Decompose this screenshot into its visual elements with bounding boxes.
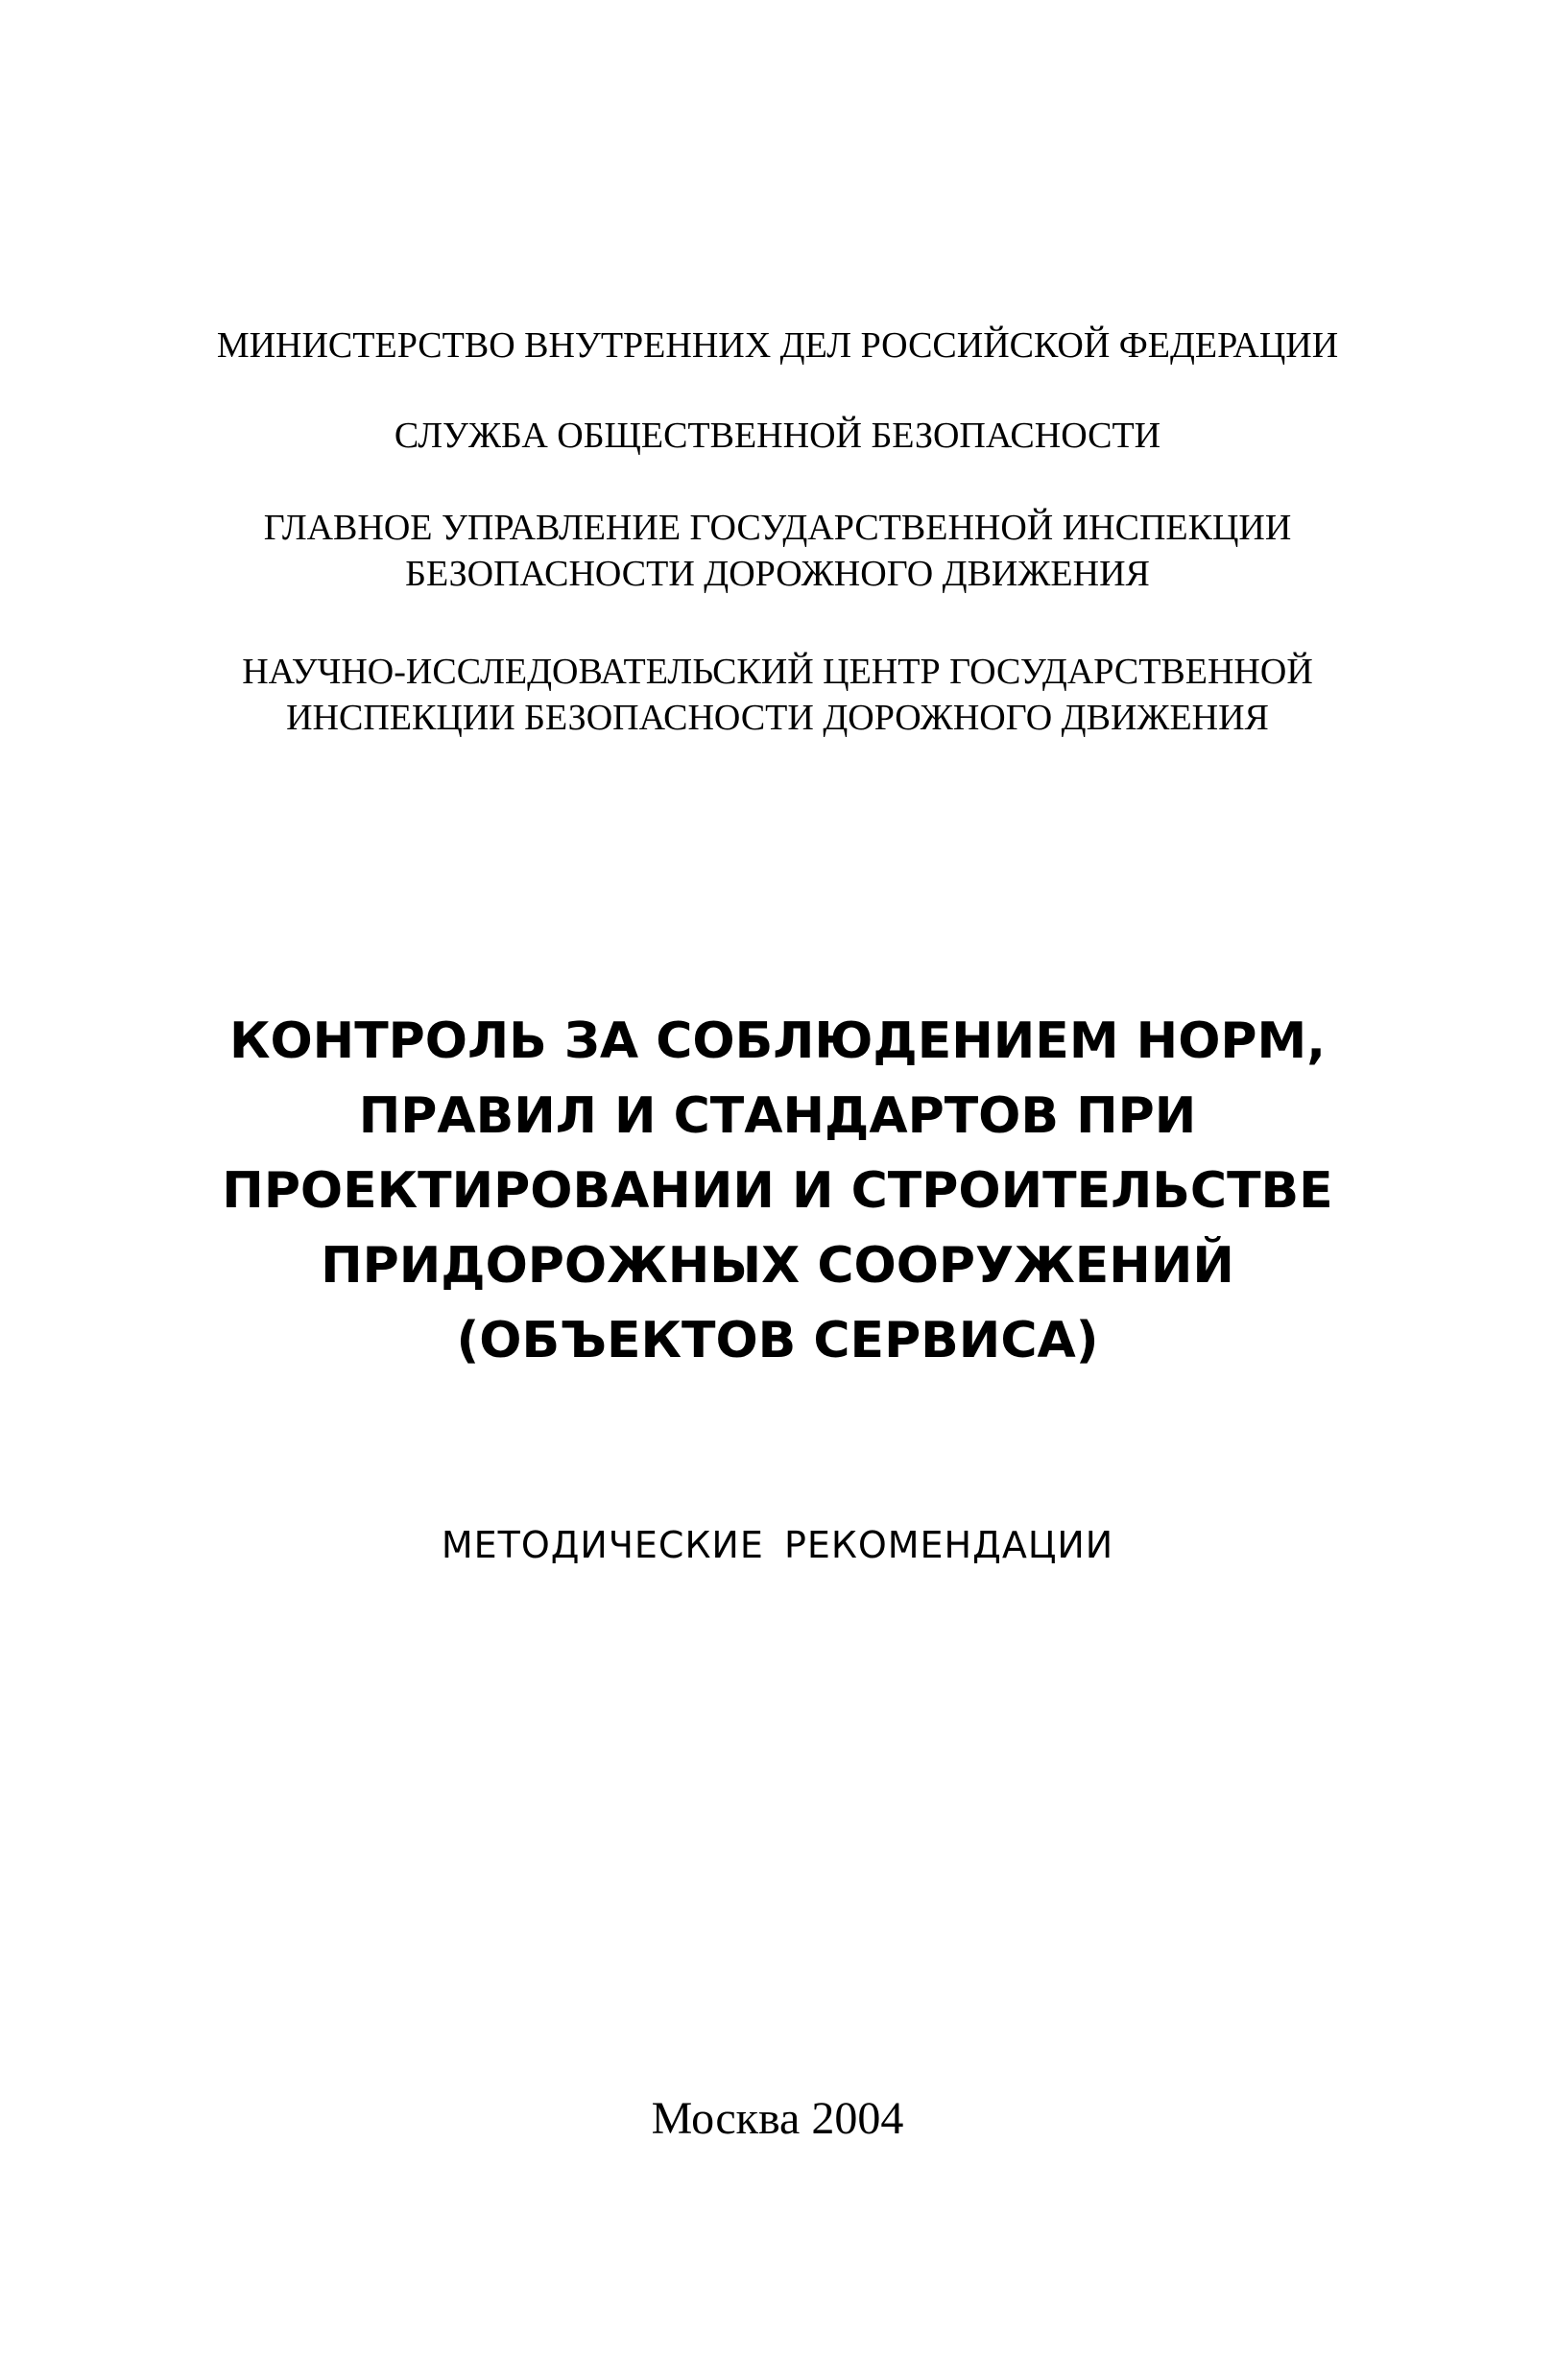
title-line-2: ПРАВИЛ И СТАНДАРТОВ ПРИ: [358, 1087, 1197, 1145]
document-title: [0, 1004, 1555, 1378]
imprint: [0, 2090, 1555, 2148]
ministry-name: [0, 322, 1555, 369]
ministry-line: МИНИСТЕРСТВО ВНУТРЕННИХ ДЕЛ РОССИЙСКОЙ ФЕДЕРАЦИИ: [216, 325, 1339, 366]
research-center-line-2: ИНСПЕКЦИИ БЕЗОПАСНОСТИ ДОРОЖНОГО ДВИЖЕНИЯ: [286, 698, 1269, 738]
subtitle-line: МЕТОДИЧЕСКИЕ РЕКОМЕНДАЦИИ: [441, 1524, 1114, 1566]
research-center-name: [0, 649, 1555, 741]
title-line-3: ПРОЕКТИРОВАНИИ И СТРОИТЕЛЬСТВЕ: [222, 1162, 1333, 1220]
service-line: СЛУЖБА ОБЩЕСТВЕННОЙ БЕЗОПАСНОСТИ: [394, 416, 1161, 456]
directorate-line-2: БЕЗОПАСНОСТИ ДОРОЖНОГО ДВИЖЕНИЯ: [405, 554, 1150, 594]
title-line-4: ПРИДОРОЖНЫХ СООРУЖЕНИЙ: [321, 1237, 1234, 1295]
imprint-line: Москва 2004: [651, 2093, 904, 2144]
directorate-line-1: ГЛАВНОЕ УПРАВЛЕНИЕ ГОСУДАРСТВЕННОЙ ИНСПЕКЦИИ: [263, 508, 1292, 548]
service-name: [0, 413, 1555, 459]
title-line-5: (ОБЪЕКТОВ СЕРВИСА): [456, 1312, 1099, 1369]
research-center-line-1: НАУЧНО-ИССЛЕДОВАТЕЛЬСКИЙ ЦЕНТР ГОСУДАРСТВЕННОЙ: [242, 652, 1313, 692]
directorate-name: [0, 505, 1555, 597]
document-subtitle: [0, 1522, 1555, 1568]
title-line-1: КОНТРОЛЬ ЗА СОБЛЮДЕНИЕМ НОРМ,: [228, 1012, 1327, 1070]
